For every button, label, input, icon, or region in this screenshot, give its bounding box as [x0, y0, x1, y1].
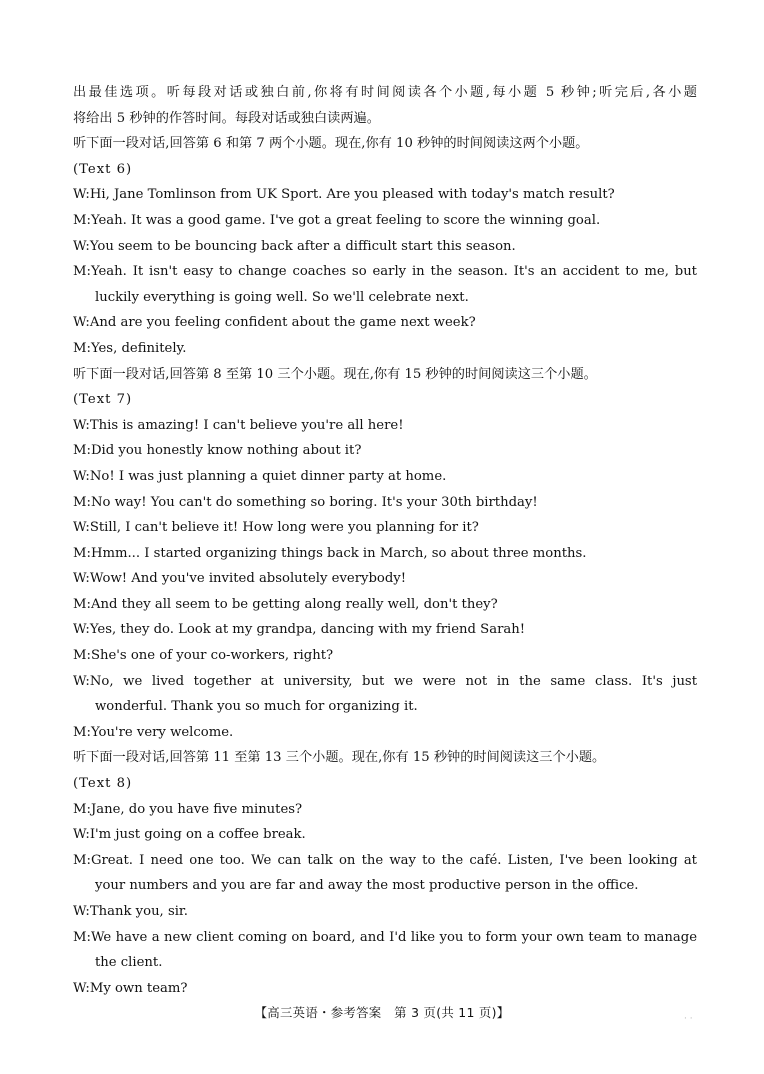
text-line: W:Wow! And you've invited absolutely everybody! — [73, 571, 407, 587]
section-title: (Text 8) — [73, 776, 133, 792]
text-line: luckily everything is going well. So we'll celebrate next. — [95, 289, 469, 305]
text-line: M:She's one of your co-workers, right? — [73, 648, 334, 664]
text-line: W:You seem to be bouncing back after a difficult start this season. — [73, 238, 516, 254]
text-line: M:Jane, do you have five minutes? — [73, 801, 303, 817]
text-line: M:Yeah. It was a good game. I've got a great feeling to score the winning goal. — [73, 212, 601, 228]
text-line: wonderful. Thank you so much for organizing it. — [95, 699, 418, 715]
text-line: M:Great. I need one too. We can talk on the way to the café. Listen, I've been looking at — [73, 852, 697, 868]
document-body — [73, 80, 697, 1001]
text-line: W:My own team? — [73, 980, 188, 996]
section-title: (Text 6) — [73, 161, 133, 177]
text-line: W:I'm just going on a coffee break. — [73, 827, 306, 843]
text-line: your numbers and you are far and away the most productive person in the office. — [95, 878, 639, 894]
text-line: M:You're very welcome. — [73, 724, 234, 740]
text-line: the client. — [95, 955, 163, 971]
text-line: M:And they all seem to be getting along really well, don't they? — [73, 596, 498, 612]
text-line: M:No way! You can't do something so boring. It's your 30th birthday! — [73, 494, 538, 510]
text-line: W:Yes, they do. Look at my grandpa, dancing with my friend Sarah! — [73, 622, 526, 638]
text-line: W:No, we lived together at university, but we were not in the same class. It's just — [73, 673, 697, 689]
corner-mark: · · — [684, 1014, 693, 1024]
section-title: (Text 7) — [73, 392, 133, 408]
text-line: M:Yeah. It isn't easy to change coaches so early in the season. It's an accident to me, but — [73, 264, 697, 280]
text-line: 听下面一段对话,回答第 8 至第 10 三个小题。现在,你有 15 秒钟的时间阅读这三个小题。 — [73, 366, 597, 382]
text-line: W:Thank you, sir. — [73, 904, 188, 919]
page-footer: 【高三英语・参考答案 第 3 页(共 11 页)】 — [254, 1005, 510, 1020]
text-line: 将给出 5 秒钟的作答时间。每段对话或独白读两遍。 — [73, 110, 380, 126]
text-line: 听下面一段对话,回答第 11 至第 13 三个小题。现在,你有 15 秒钟的时间阅读这三个小题。 — [73, 750, 606, 766]
text-line: W:Still, I can't believe it! How long were you planning for it? — [73, 520, 479, 536]
text-line: M:We have a new client coming on board, and I'd like you to form your own team to manage — [73, 929, 697, 945]
text-line: M:Hmm... I started organizing things back in March, so about three months. — [73, 545, 587, 561]
text-line: W:This is amazing! I can't believe you're all here! — [73, 417, 404, 433]
text-line: W:No! I was just planning a quiet dinner party at home. — [73, 468, 447, 484]
text-line: 听下面一段对话,回答第 6 和第 7 两个小题。现在,你有 10 秒钟的时间阅读这两个小题。 — [73, 136, 589, 152]
text-line: W:Hi, Jane Tomlinson from UK Sport. Are you pleased with today's match result? — [73, 187, 615, 203]
text-line: M:Did you honestly know nothing about it? — [73, 443, 362, 459]
text-line: 出最佳选项。听每段对话或独白前,你将有时间阅读各个小题,每小题 5 秒钟;听完后,各小题 — [73, 85, 697, 100]
text-line: W:And are you feeling confident about the game next week? — [73, 315, 476, 331]
text-line: M:Yes, definitely. — [73, 340, 187, 356]
